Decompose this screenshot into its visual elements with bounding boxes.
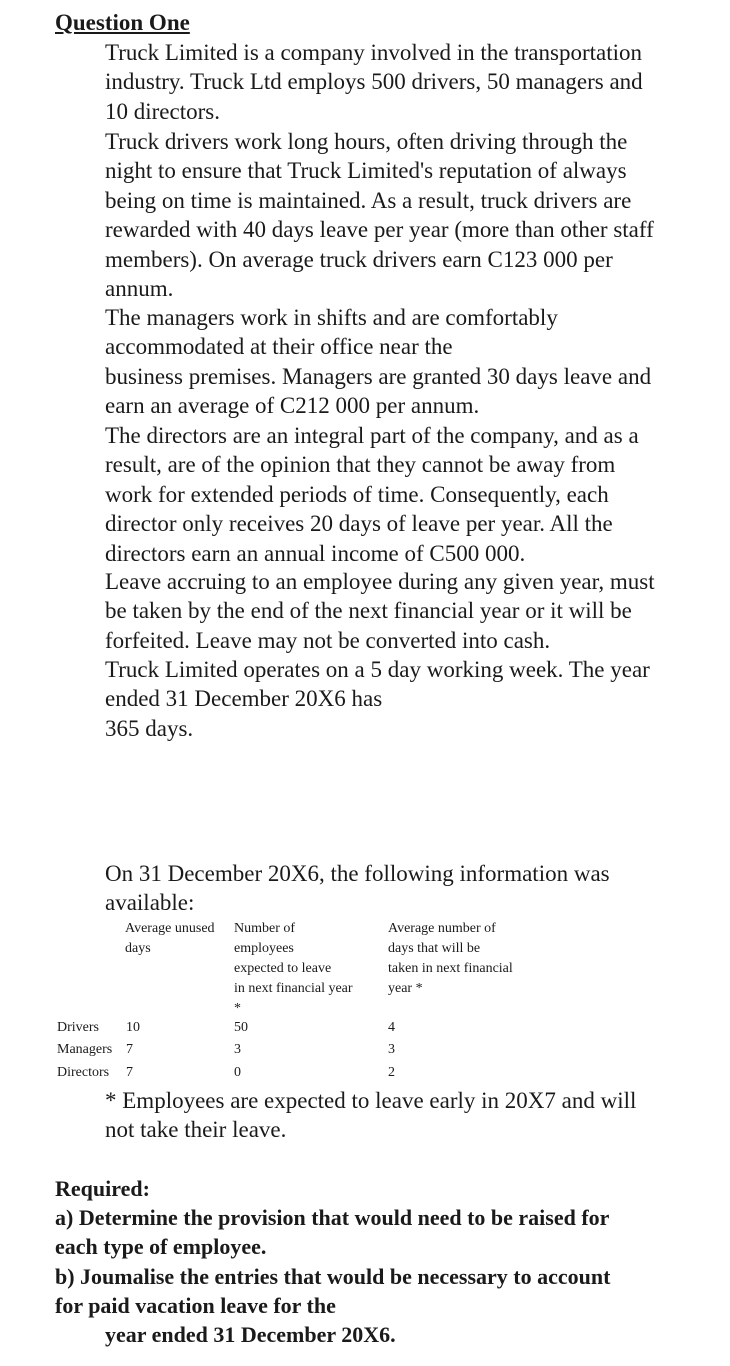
text-line: work for extended periods of time. Consequently, each (105, 481, 609, 507)
row-label: Directors (57, 1065, 110, 1080)
text-line: not take their leave. (105, 1117, 287, 1143)
text-line: 10 directors. (105, 98, 220, 124)
text-line: accommodated at their office near the (105, 334, 453, 360)
text-line: rewarded with 40 days leave per year (more than other staff (105, 217, 654, 243)
row-label: Managers (57, 1042, 113, 1057)
text-line: 365 days. (105, 715, 194, 741)
cell-unused-days: 7 (126, 1042, 133, 1057)
text-line: The directors are an integral part of the company, and as a (105, 423, 639, 448)
required-a-line: a) Determine the provision that would need to be raised for (55, 1205, 610, 1231)
text-line: On 31 December 20X6, the following information was (105, 861, 610, 886)
text-line: director only receives 20 days of leave per year. All the (105, 511, 613, 537)
cell-days-taken: 4 (388, 1020, 395, 1035)
text-line: annum. (105, 276, 174, 302)
text-line: being on time is maintained. As a result, truck drivers are (105, 187, 632, 213)
header-line: Average unused (125, 921, 215, 936)
header-line: taken in next financial (388, 961, 513, 976)
text-line: Truck Limited is a company involved in the transportation (105, 40, 643, 65)
paragraph-directors (105, 421, 639, 568)
text-line: industry. Truck Ltd employs 500 drivers, 50 managers and (105, 69, 643, 95)
text-line: be taken by the end of the next financial year or it will be (105, 598, 632, 624)
text-line: Truck drivers work long hours, often driving through the (105, 129, 628, 154)
cell-days-taken: 3 (388, 1042, 395, 1057)
table-header-unused-days (125, 919, 215, 959)
required-b-line: for paid vacation leave for the (55, 1292, 336, 1318)
text-line: directors earn an annual income of C500 000. (105, 540, 526, 566)
header-line: expected to leave (234, 961, 332, 976)
paragraph-drivers (105, 127, 654, 303)
text-line: night to ensure that Truck Limited's reputation of always (105, 158, 627, 184)
text-line: forfeited. Leave may not be converted into cash. (105, 627, 551, 653)
cell-unused-days: 10 (126, 1020, 140, 1035)
required-b-continuation: year ended 31 December 20X6. (105, 1322, 396, 1348)
question-heading: Question One (55, 10, 190, 35)
footnote (105, 1086, 636, 1145)
text-line: business premises. Managers are granted 30 days leave and (105, 363, 652, 389)
text-line: Leave accruing to an employee during any given year, must (105, 569, 655, 594)
required-b-line: b) Joumalise the entries that would be necessary to account (55, 1263, 611, 1289)
table-header-days-taken (388, 919, 513, 999)
required-a-line: each type of employee. (55, 1234, 267, 1260)
text-line: * Employees are expected to leave early in 20X7 and will (105, 1088, 637, 1113)
required-title: Required: (55, 1176, 150, 1201)
header-line: Average number of (388, 921, 496, 936)
cell-employees-leaving: 3 (234, 1042, 241, 1057)
text-line: members). On average truck drivers earn C123 000 per (105, 246, 613, 272)
header-line: days that will be (388, 941, 481, 956)
table-header-employees-leaving (234, 919, 353, 1019)
cell-unused-days: 7 (126, 1065, 133, 1080)
header-line: in next financial year (234, 981, 353, 996)
paragraph-info-intro (105, 859, 610, 918)
header-line: Number of (234, 921, 296, 936)
row-label: Drivers (57, 1020, 99, 1035)
cell-employees-leaving: 0 (234, 1065, 241, 1080)
text-line: result, are of the opinion that they cannot be away from (105, 452, 616, 478)
text-line: earn an average of C212 000 per annum. (105, 393, 480, 419)
paragraph-working-week (105, 655, 650, 743)
header-line: * (234, 1001, 241, 1016)
text-line: The managers work in shifts and are comfortably (105, 305, 558, 330)
cell-employees-leaving: 50 (234, 1020, 248, 1035)
paragraph-company-intro (105, 38, 643, 126)
header-line: year * (388, 981, 423, 996)
header-line: days (125, 941, 151, 956)
paragraph-leave-policy (105, 567, 655, 655)
cell-days-taken: 2 (388, 1065, 395, 1080)
text-line: ended 31 December 20X6 has (105, 686, 383, 712)
text-line: available: (105, 890, 195, 916)
header-line: employees (234, 941, 294, 956)
text-line: Truck Limited operates on a 5 day working week. The year (105, 657, 650, 682)
required-section (55, 1174, 610, 1349)
paragraph-managers (105, 303, 651, 421)
